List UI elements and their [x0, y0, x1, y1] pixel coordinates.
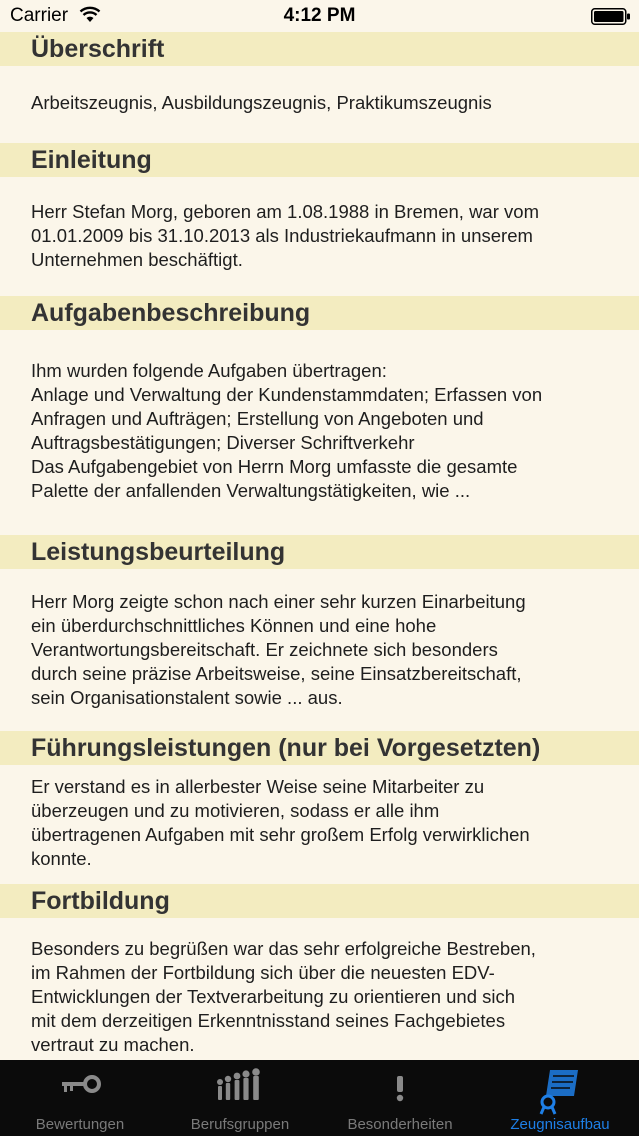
section-header-fuehrungsleistungen: Führungsleistungen (nur bei Vorgesetzten)	[0, 731, 639, 765]
section-header-einleitung: Einleitung	[0, 143, 639, 177]
section-body-leistungsbeurteilung: Herr Morg zeigte schon nach einer sehr kurzen Einarbeitung ein überdurchschnittliches Können und eine hohe Verantwortungsbereitschaft. Er zeichnete sich besonders durch seine präzise Arbeitsweise, seine Einsatzbereitschaft, sein Organisationstalent sowie ... aus.	[31, 591, 526, 708]
tab-zeugnisaufbau[interactable]	[480, 1060, 639, 1136]
tab-bewertungen[interactable]	[0, 1060, 160, 1136]
tab-label-bewertungen: Bewertungen	[35, 1116, 125, 1133]
people-icon	[212, 1066, 268, 1111]
section-body-fuehrungsleistungen: Er verstand es in allerbester Weise seine Mitarbeiter zu überzeugen und zu motivieren, sodass er alle ihm übertragenen Aufgaben mit sehr großem Erfolg verwirklichen konnte.	[31, 776, 530, 869]
section-body-fortbildung: Besonders zu begrüßen war das sehr erfolgreiche Bestreben, im Rahmen der Fortbildung sich über die neuesten EDV- Entwicklungen der Textverarbeitung zu orientieren und sich mit dem derzeitigen Erkenntnisstand seines Fachgebietes vertraut zu machen.	[31, 938, 536, 1055]
tab-label-zeugnisaufbau: Zeugnisaufbau	[510, 1116, 610, 1133]
clock: 4:12 PM	[283, 5, 356, 26]
certificate-icon	[534, 1066, 586, 1121]
status-bar	[0, 0, 639, 32]
section-body-einleitung: Herr Stefan Morg, geboren am 1.08.1988 in Bremen, war vom 01.01.2009 bis 31.10.2013 als Industriekaufmann in unserem Unternehmen beschäftigt.	[31, 201, 539, 270]
section-body-aufgabenbeschreibung: Ihm wurden folgende Aufgaben übertragen: Anlage und Verwaltung der Kundenstammdaten; Erfassen von Anfragen und Aufträgen; Erstellung von Angeboten und Auftragsbestätigungen; Diverser Schriftverkehr Das Aufgabengebiet von Herrn Morg umfasste die gesamte Palette der anfallenden Verwaltungstätigkeiten, wie ...	[31, 360, 543, 501]
tab-besonderheiten[interactable]	[320, 1060, 480, 1136]
tab-label-besonderheiten: Besonderheiten	[347, 1116, 453, 1133]
section-header-ueberschrift: Überschrift	[0, 32, 639, 66]
section-header-leistungsbeurteilung: Leistungsbeurteilung	[0, 535, 639, 569]
tab-label-berufsgruppen: Berufsgruppen	[190, 1116, 290, 1133]
tab-berufsgruppen[interactable]	[160, 1060, 320, 1136]
section-body-ueberschrift: Arbeitszeugnis, Ausbildungszeugnis, Praktikumszeugnis	[31, 92, 492, 113]
key-icon	[56, 1066, 104, 1107]
section-header-fortbildung: Fortbildung	[0, 884, 639, 918]
section-header-aufgabenbeschreibung: Aufgabenbeschreibung	[0, 296, 639, 330]
carrier-label: Carrier	[10, 5, 69, 26]
tab-bar	[0, 1060, 639, 1136]
battery-icon	[591, 8, 631, 25]
exclamation-icon	[390, 1066, 410, 1111]
